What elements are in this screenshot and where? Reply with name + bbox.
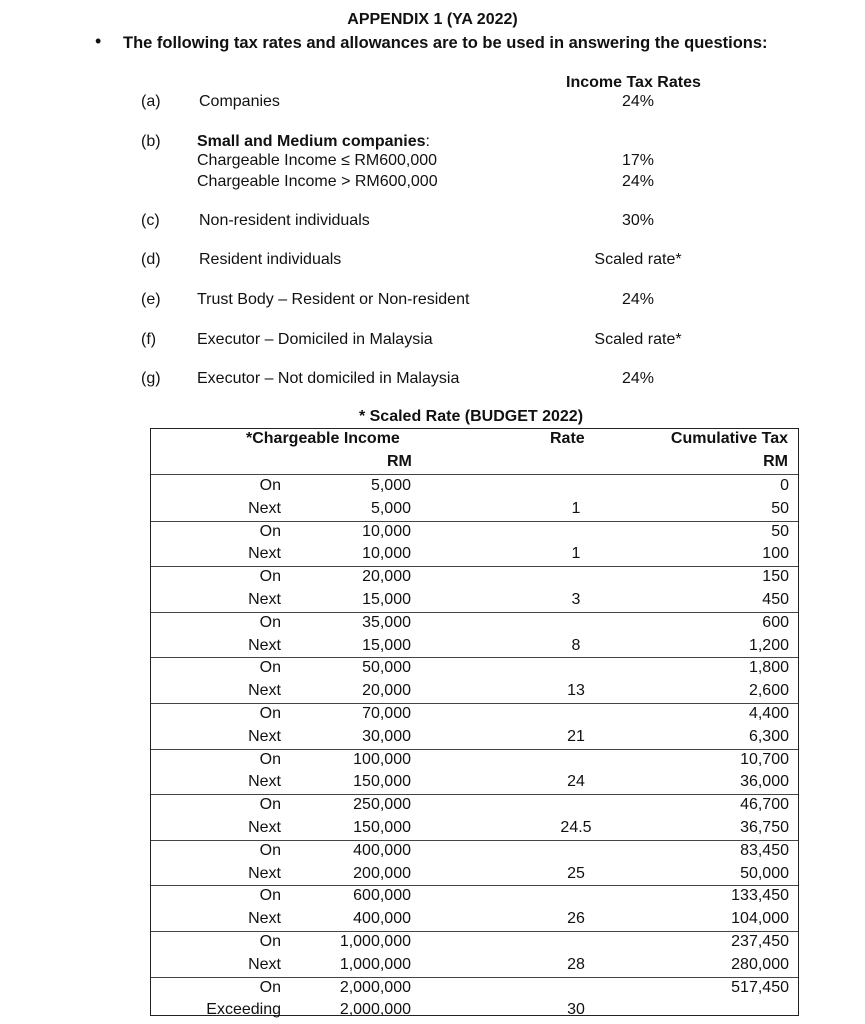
- row-label: On: [259, 568, 281, 586]
- row-amount: 15,000: [362, 636, 411, 654]
- item-label-g: (g): [141, 370, 161, 387]
- row-label: On: [259, 613, 281, 631]
- item-label-c: (c): [141, 212, 160, 229]
- row-rate: 13: [567, 682, 585, 700]
- header-cumulative-tax: Cumulative Tax: [670, 430, 788, 447]
- item-label-e: (e): [141, 291, 161, 308]
- row-cumulative-tax: 0: [780, 477, 789, 494]
- item-desc-resident: Resident individuals: [199, 251, 342, 268]
- row-amount: 1,000,000: [339, 933, 411, 950]
- row-amount: 600,000: [353, 887, 411, 905]
- row-rate: 3: [571, 591, 581, 608]
- item-label-b: (b): [141, 133, 161, 150]
- row-label: On: [259, 887, 281, 905]
- row-rate: 24.5: [560, 819, 592, 836]
- row-cumulative-tax: 50: [771, 522, 789, 540]
- row-amount: 10,000: [362, 522, 411, 540]
- row-cumulative-tax: 36,000: [740, 773, 789, 791]
- header-cum-unit: RM: [763, 453, 788, 470]
- item-rate-resident: Scaled rate*: [594, 251, 682, 268]
- item-rate-trust-body: 24%: [621, 291, 655, 308]
- row-amount: 5,000: [370, 477, 411, 494]
- row-label: Next: [248, 682, 281, 700]
- row-label: On: [259, 705, 281, 722]
- row-cumulative-tax: 237,450: [731, 933, 789, 950]
- row-amount: 35,000: [362, 613, 411, 631]
- row-cumulative-tax: 46,700: [740, 796, 789, 814]
- bullet-point: •: [95, 31, 102, 51]
- row-cumulative-tax: 50,000: [740, 864, 789, 882]
- row-cumulative-tax: 4,400: [748, 705, 789, 722]
- row-rate: 24: [567, 773, 585, 791]
- row-cumulative-tax: 83,450: [740, 841, 789, 859]
- row-amount: 400,000: [353, 910, 411, 928]
- row-label: Exceeding: [206, 1001, 281, 1019]
- row-amount: 50,000: [362, 659, 411, 677]
- row-rate: 8: [571, 636, 581, 654]
- row-amount: 2,000,000: [339, 978, 411, 996]
- row-label: Next: [248, 773, 281, 791]
- item-desc-companies: Companies: [199, 93, 280, 110]
- item-label-f: (f): [141, 331, 157, 348]
- row-rate: 21: [567, 727, 585, 745]
- row-cumulative-tax: 150: [762, 568, 789, 586]
- row-cumulative-tax: 6,300: [748, 727, 789, 745]
- row-amount: 400,000: [353, 841, 411, 859]
- scaled-rate-table: [150, 428, 799, 1019]
- item-desc-non-resident: Non-resident individuals: [199, 212, 370, 229]
- row-cumulative-tax: 450: [762, 591, 789, 608]
- sme-sub-desc-2: Chargeable Income > RM600,000: [197, 173, 438, 190]
- sme-sub-desc-1: Chargeable Income ≤ RM600,000: [197, 152, 438, 169]
- scaled-rate-title: * Scaled Rate (BUDGET 2022): [358, 408, 584, 425]
- row-cumulative-tax: 50: [771, 499, 789, 517]
- item-label-d: (d): [141, 251, 161, 268]
- row-label: Next: [248, 910, 281, 928]
- item-rate-executor-domiciled: Scaled rate*: [594, 331, 682, 348]
- row-amount: 1,000,000: [339, 955, 411, 973]
- row-rate: 28: [567, 955, 585, 973]
- row-amount: 2,000,000: [339, 1001, 411, 1019]
- row-cumulative-tax: 1,800: [748, 659, 789, 677]
- row-cumulative-tax: 133,450: [731, 887, 789, 905]
- row-amount: 5,000: [370, 499, 411, 517]
- row-amount: 150,000: [353, 819, 411, 836]
- row-cumulative-tax: 600: [762, 613, 789, 631]
- row-cumulative-tax: 1,200: [748, 636, 789, 654]
- row-label: Next: [248, 955, 281, 973]
- row-amount: 250,000: [353, 796, 411, 814]
- item-rate-companies: 24%: [621, 93, 655, 110]
- row-label: On: [259, 841, 281, 859]
- row-label: Next: [248, 591, 281, 608]
- sme-sub-rate-1: 17%: [621, 152, 655, 169]
- item-rate-executor-not-domiciled: 24%: [621, 370, 655, 387]
- item-desc-executor-not-domiciled: Executor – Not domiciled in Malaysia: [197, 370, 460, 387]
- row-cumulative-tax: 10,700: [740, 750, 789, 768]
- row-cumulative-tax: 100: [762, 545, 789, 563]
- row-label: On: [259, 522, 281, 540]
- row-amount: 10,000: [362, 545, 411, 563]
- income-tax-rates-header: Income Tax Rates: [566, 74, 701, 91]
- row-cumulative-tax: 36,750: [740, 819, 789, 836]
- row-label: Next: [248, 545, 281, 563]
- row-amount: 30,000: [362, 727, 411, 745]
- item-desc-executor-domiciled: Executor – Domiciled in Malaysia: [197, 331, 433, 348]
- item-desc-trust-body: Trust Body – Resident or Non-resident: [197, 291, 470, 308]
- row-label: On: [259, 750, 281, 768]
- row-cumulative-tax: 2,600: [748, 682, 789, 700]
- header-rate: Rate: [550, 430, 585, 447]
- row-label: On: [259, 659, 281, 677]
- item-rate-non-resident: 30%: [621, 212, 655, 229]
- row-label: On: [259, 796, 281, 814]
- row-rate: 26: [567, 910, 585, 928]
- header-income-unit: RM: [387, 453, 412, 470]
- row-label: Next: [248, 499, 281, 517]
- row-amount: 20,000: [362, 682, 411, 700]
- row-rate: 30: [567, 1001, 585, 1019]
- row-amount: 70,000: [362, 705, 411, 722]
- row-amount: 150,000: [353, 773, 411, 791]
- row-label: On: [259, 477, 281, 494]
- item-desc-sme: [197, 133, 430, 151]
- row-label: On: [259, 933, 281, 950]
- row-amount: 20,000: [362, 568, 411, 586]
- row-label: Next: [248, 819, 281, 836]
- row-label: Next: [248, 727, 281, 745]
- row-amount: 15,000: [362, 591, 411, 608]
- row-amount: 100,000: [353, 750, 411, 768]
- sme-sub-rate-2: 24%: [621, 173, 655, 190]
- row-label: Next: [248, 864, 281, 882]
- intro-text: The following tax rates and allowances are to be used in answering the questions:: [123, 34, 768, 52]
- row-rate: 25: [567, 864, 585, 882]
- row-rate: 1: [571, 499, 581, 517]
- row-cumulative-tax: 517,450: [731, 978, 789, 996]
- header-chargeable-income: *Chargeable Income: [246, 430, 400, 447]
- row-label: On: [259, 978, 281, 996]
- row-cumulative-tax: 280,000: [731, 955, 789, 973]
- sme-title: Small and Medium companies: [197, 133, 426, 150]
- row-label: Next: [248, 636, 281, 654]
- row-amount: 200,000: [353, 864, 411, 882]
- page-title: APPENDIX 1 (YA 2022): [347, 11, 518, 28]
- item-label-a: (a): [141, 93, 161, 110]
- row-cumulative-tax: 104,000: [731, 910, 789, 928]
- row-rate: 1: [571, 545, 581, 563]
- sme-colon: :: [425, 133, 430, 150]
